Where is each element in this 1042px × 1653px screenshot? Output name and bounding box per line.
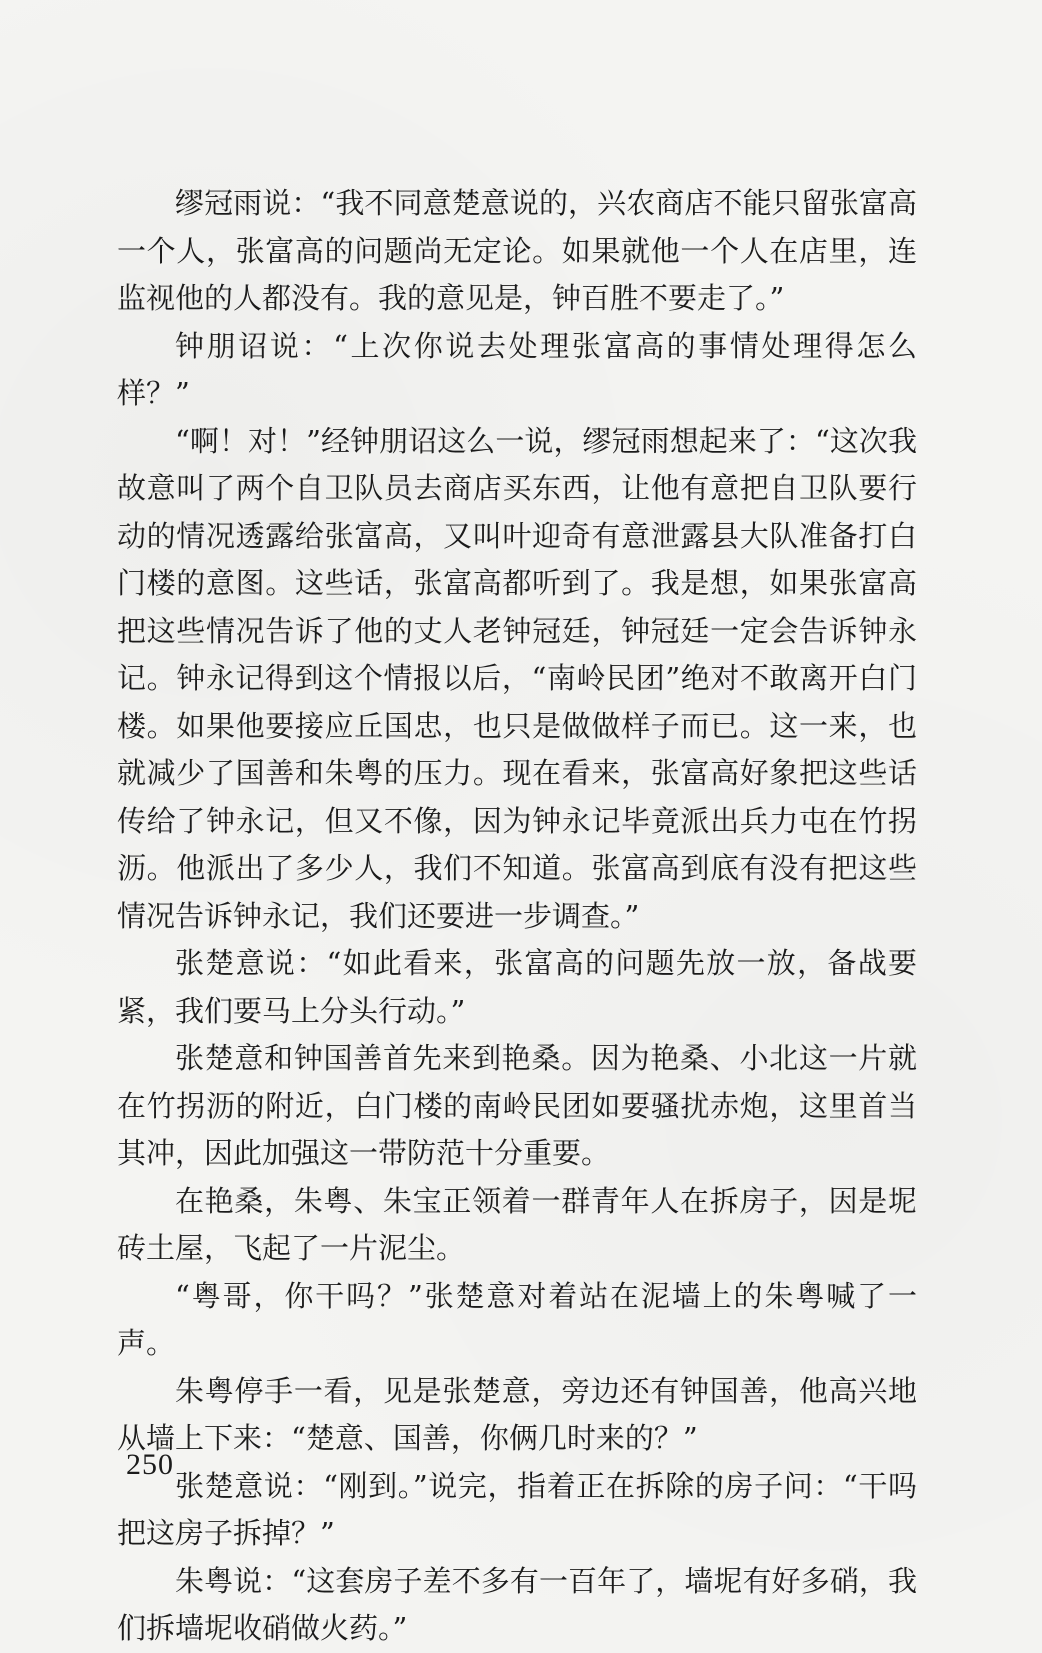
paragraph: 张楚意和钟国善首先来到艳桑。因为艳桑、小北这一片就在竹拐沥的附近，白门楼的南岭民团如要骚扰赤炮，这里首当其冲，因此加强这一带防范十分重要。 — [117, 1041, 917, 1170]
paragraph: 朱粤说：“这套房子差不多有一百年了，墙坭有好多硝，我们拆墙坭收硝做火药。” — [117, 1563, 917, 1645]
paragraph: 钟朋诏说：“上次你说去处理张富高的事情处理得怎么样？” — [117, 328, 917, 410]
paragraph: 在艳桑，朱粤、朱宝正领着一群青年人在拆房子，因是坭砖土屋，飞起了一片泥尘。 — [117, 1183, 917, 1265]
paragraph: 缪冠雨说：“我不同意楚意说的，兴农商店不能只留张富高一个人，张富高的问题尚无定论。如果就他一个人在店里，连监视他的人都没有。我的意见是，钟百胜不要走了。” — [117, 186, 917, 315]
page-number: 250 — [126, 1448, 174, 1481]
paragraph: “粤哥，你干吗？”张楚意对着站在泥墙上的朱粤喊了一声。 — [117, 1278, 917, 1360]
paragraph: 张楚意说：“如此看来，张富高的问题先放一放，备战要紧，我们要马上分头行动。” — [117, 946, 917, 1028]
paragraph: 朱粤停手一看，见是张楚意，旁边还有钟国善，他高兴地从墙上下来：“楚意、国善，你俩几时来的？” — [117, 1373, 917, 1455]
body-text — [117, 180, 917, 1653]
paragraph: 张楚意说：“刚到。”说完，指着正在拆除的房子问：“干吗把这房子拆掉？” — [117, 1468, 917, 1550]
paragraph: “啊！对！”经钟朋诏这么一说，缪冠雨想起来了：“这次我故意叫了两个自卫队员去商店买东西，让他有意把自卫队要行动的情况透露给张富高，又叫叶迎奇有意泄露县大队准备打白门楼的意图。这些话，张富高都听到了。我是想，如果张富高把这些情况告诉了他的丈人老钟冠廷，钟冠廷一定会告诉钟永记。钟永记得到这个情报以后，“南岭民团”绝对不敢离开白门楼。如果他要接应丘国忠，也只是做做样子而已。这一来，也就减少了国善和朱粤的压力。现在看来，张富高好象把这些话传给了钟永记，但又不像，因为钟永记毕竟派出兵力屯在竹拐沥。他派出了多少人，我们不知道。张富高到底有没有把这些情况告诉钟永记，我们还要进一步调查。” — [117, 423, 917, 933]
